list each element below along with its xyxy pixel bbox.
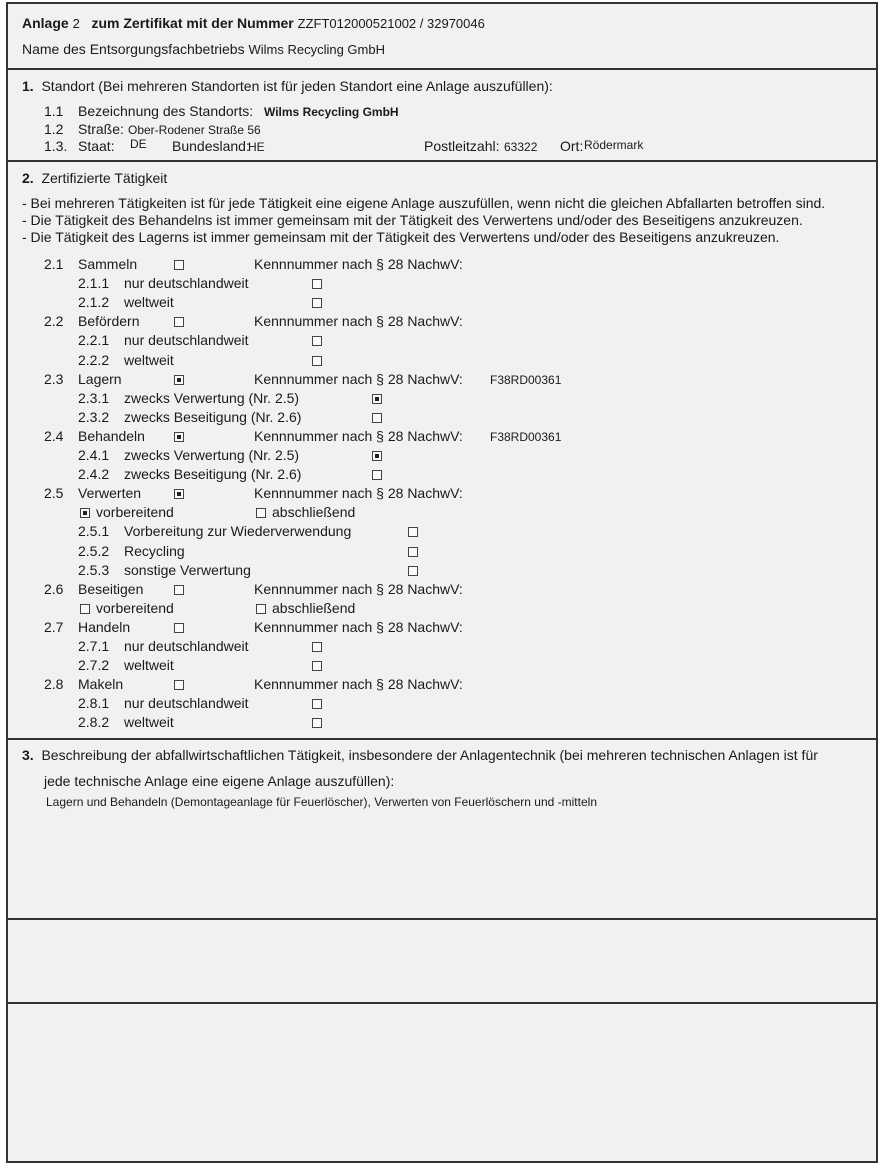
sub-2-3-1-num: 2.3.1 [78, 389, 110, 406]
activity-beseitigen-abschliessend-label: abschließend [272, 599, 356, 616]
activity-lagern-num: 2.3 [44, 370, 64, 387]
betrieb-label: Name des Entsorgungsfachbetriebs [22, 41, 245, 57]
section1-number: 1. [22, 78, 34, 94]
section-beschreibung [8, 740, 876, 920]
zertifikat-label: zum Zertifikat mit der Nummer [91, 15, 294, 31]
sub-2-3-2-num: 2.3.2 [78, 408, 110, 425]
strasse-label: Straße: [78, 121, 124, 137]
activity-verwerten-checkbox[interactable] [174, 489, 184, 499]
section-standort [8, 70, 876, 162]
sub-2-1-1-checkbox[interactable] [312, 279, 322, 289]
sub-2-7-2-checkbox[interactable] [312, 661, 322, 671]
anlage-line [22, 15, 485, 31]
anlage-number[interactable]: 2 [72, 16, 80, 31]
section2-title: Zertifizierte Tätigkeit [41, 170, 168, 186]
sub-2-5-3-checkbox[interactable] [408, 566, 418, 576]
sub-2-2-2-label: weltweit [124, 351, 174, 368]
sub-2-1-2-num: 2.1.2 [78, 294, 110, 311]
bezeichnung-label: Bezeichnung des Standorts: [78, 103, 254, 119]
section2-number: 2. [22, 170, 34, 186]
plz-value[interactable]: 63322 [504, 140, 538, 154]
sub-2-3-1-checkbox[interactable] [372, 394, 382, 404]
betrieb-name[interactable]: Wilms Recycling GmbH [248, 42, 385, 57]
activity-handeln-label: Handeln [78, 618, 131, 635]
sub-2-3-1-label: zwecks Verwertung (Nr. 2.5) [124, 389, 300, 406]
section3-title-line2: jede technische Anlage eine eigene Anlage auszufüllen): [44, 773, 395, 789]
sub-2-7-1-checkbox[interactable] [312, 642, 322, 652]
activity-beseitigen-checkbox[interactable] [174, 585, 184, 595]
activity-sammeln-checkbox[interactable] [174, 260, 184, 270]
activity-verwerten-num: 2.5 [44, 485, 64, 502]
kennnummer-label: Kennnummer nach § 28 NachwV: [254, 485, 463, 502]
sub-2-4-2-num: 2.4.2 [78, 466, 110, 483]
kennnummer-label: Kennnummer nach § 28 NachwV: [254, 427, 463, 444]
sub-2-4-1-checkbox[interactable] [372, 451, 382, 461]
sub-2-8-2-num: 2.8.2 [78, 714, 110, 731]
activity-makeln-checkbox[interactable] [174, 680, 184, 690]
activity-beseitigen-label: Beseitigen [78, 580, 144, 597]
sub-2-4-2-label: zwecks Beseitigung (Nr. 2.6) [124, 466, 302, 483]
sub-2-4-2-checkbox[interactable] [372, 470, 382, 480]
row-1-3-num: 1.3. [44, 138, 68, 154]
activity-verwerten-vorbereitend-label: vorbereitend [96, 504, 174, 521]
activity-sammeln-num: 2.1 [44, 256, 64, 272]
sub-2-5-1-num: 2.5.1 [78, 523, 110, 540]
sub-2-7-1-label: nur deutschlandweit [124, 638, 249, 654]
sub-2-2-2-num: 2.2.2 [78, 351, 110, 368]
sub-2-3-2-checkbox[interactable] [372, 413, 382, 423]
staat-label: Staat: [78, 138, 115, 154]
sub-2-1-1-label: nur deutschlandweit [124, 275, 249, 292]
sub-2-8-1-checkbox[interactable] [312, 699, 322, 709]
activity-verwerten-label: Verwerten [78, 485, 142, 502]
activity-behandeln-checkbox[interactable] [174, 432, 184, 442]
sub-2-5-2-label: Recycling [124, 542, 185, 559]
section2-heading [22, 170, 167, 186]
note-3: - Die Tätigkeit des Lagerns ist immer gemeinsam mit der Tätigkeit des Verwertens und/oder des Beseitigens anzukreuzen. [22, 229, 780, 245]
activity-befoerdern-label: Befördern [78, 313, 140, 330]
sub-2-2-1-num: 2.2.1 [78, 332, 110, 349]
anlage-label: Anlage [22, 15, 69, 31]
bezeichnung-value[interactable]: Wilms Recycling GmbH [264, 105, 399, 119]
sub-2-8-2-checkbox[interactable] [312, 718, 322, 728]
sub-2-5-1-checkbox[interactable] [408, 527, 418, 537]
activity-beseitigen-vorbereitend-label: vorbereitend [96, 599, 174, 616]
note-1: - Bei mehreren Tätigkeiten ist für jede Tätigkeit eine eigene Anlage auszufüllen, wenn nicht die gleichen Abfallarten betroffen sind. [22, 195, 826, 211]
activity-verwerten-abschliessend-checkbox[interactable] [256, 508, 266, 518]
activity-handeln-checkbox[interactable] [174, 623, 184, 633]
kennnummer-label: Kennnummer nach § 28 NachwV: [254, 313, 463, 330]
kennnummer-label: Kennnummer nach § 28 NachwV: [254, 370, 463, 387]
sub-2-8-1-num: 2.8.1 [78, 695, 110, 712]
activity-behandeln-kennnummer[interactable]: F38RD00361 [490, 429, 562, 444]
activity-befoerdern-num: 2.2 [44, 313, 64, 330]
activity-beseitigen-num: 2.6 [44, 580, 64, 597]
section3-number: 3. [22, 747, 34, 763]
sub-2-1-1-num: 2.1.1 [78, 275, 110, 292]
beschreibung-value[interactable]: Lagern und Behandeln (Demontageanlage für Feuerlöscher), Verwerten von Feuerlöschern und -mitteln [46, 795, 597, 809]
sub-2-8-2-label: weltweit [124, 714, 174, 731]
sub-2-1-2-checkbox[interactable] [312, 298, 322, 308]
kennnummer-label: Kennnummer nach § 28 NachwV: [254, 618, 463, 635]
activity-handeln-num: 2.7 [44, 618, 64, 635]
row-1-1-num: 1.1 [44, 103, 64, 119]
sub-2-7-2-num: 2.7.2 [78, 657, 110, 674]
sub-2-5-2-num: 2.5.2 [78, 542, 110, 559]
activity-lagern-label: Lagern [78, 370, 122, 387]
sub-2-4-1-num: 2.4.1 [78, 447, 110, 463]
sub-2-2-1-label: nur deutschlandweit [124, 332, 249, 349]
bundesland-label: Bundesland: [172, 138, 250, 154]
staat-value[interactable]: DE [130, 137, 147, 151]
betrieb-line [22, 41, 385, 57]
activity-beseitigen-vorbereitend-checkbox[interactable] [80, 604, 90, 614]
sub-2-5-3-label: sonstige Verwertung [124, 561, 251, 578]
activity-verwerten-abschliessend-label: abschließend [272, 504, 356, 521]
activity-sammeln-label: Sammeln [78, 256, 138, 272]
section3-title-line1: Beschreibung der abfallwirtschaftlichen Tätigkeit, insbesondere der Anlagentechnik (bei mehreren technischen Anlagen ist für [41, 747, 818, 763]
sub-2-5-1-label: Vorbereitung zur Wiederverwendung [124, 523, 352, 540]
sub-2-5-2-checkbox[interactable] [408, 547, 418, 557]
sub-2-4-1-label: zwecks Verwertung (Nr. 2.5) [124, 447, 300, 463]
activity-behandeln-num: 2.4 [44, 427, 64, 444]
note-2: - Die Tätigkeit des Behandelns ist immer gemeinsam mit der Tätigkeit des Verwertens und/oder des Beseitigens anzukreuzen. [22, 212, 803, 228]
row-1-2-num: 1.2 [44, 121, 64, 137]
activity-verwerten-vorbereitend-checkbox[interactable] [80, 508, 90, 518]
activity-lagern-kennnummer[interactable]: F38RD00361 [490, 372, 562, 387]
strasse-value[interactable]: Ober-Rodener Straße 56 [128, 123, 261, 137]
kennnummer-label: Kennnummer nach § 28 NachwV: [254, 676, 463, 693]
sub-2-8-1-label: nur deutschlandweit [124, 695, 249, 712]
sub-2-1-2-label: weltweit [124, 294, 174, 311]
ort-label: Ort: [560, 138, 584, 154]
kennnummer-label: Kennnummer nach § 28 NachwV: [254, 580, 463, 597]
activity-makeln-num: 2.8 [44, 676, 64, 693]
section1-title: Standort (Bei mehreren Standorten ist für jeden Standort eine Anlage auszufüllen): [41, 78, 553, 94]
empty-box-1 [8, 920, 876, 1004]
sub-2-3-2-label: zwecks Beseitigung (Nr. 2.6) [124, 408, 302, 425]
activity-behandeln-label: Behandeln [78, 427, 145, 444]
section1-heading [22, 78, 553, 94]
header-section [8, 4, 876, 70]
sub-2-5-3-num: 2.5.3 [78, 561, 110, 578]
ort-value[interactable]: Rödermark [584, 138, 644, 152]
zertifikat-number[interactable]: ZZFT012000521002 / 32970046 [297, 16, 485, 31]
form-page [6, 2, 878, 1163]
sub-2-2-1-checkbox[interactable] [312, 336, 322, 346]
plz-label: Postleitzahl: [424, 138, 500, 154]
activity-makeln-label: Makeln [78, 676, 124, 693]
kennnummer-label: Kennnummer nach § 28 NachwV: [254, 256, 463, 272]
sub-2-2-2-checkbox[interactable] [312, 356, 322, 366]
sub-2-7-1-num: 2.7.1 [78, 638, 110, 654]
sub-2-7-2-label: weltweit [124, 657, 174, 674]
activity-befoerdern-checkbox[interactable] [174, 317, 184, 327]
section-taetigkeit [8, 162, 876, 740]
section3-heading [22, 747, 818, 763]
activity-beseitigen-abschliessend-checkbox[interactable] [256, 604, 266, 614]
bundesland-value[interactable]: HE [248, 140, 265, 154]
empty-box-2 [8, 1004, 876, 1161]
activity-lagern-checkbox[interactable] [174, 375, 184, 385]
